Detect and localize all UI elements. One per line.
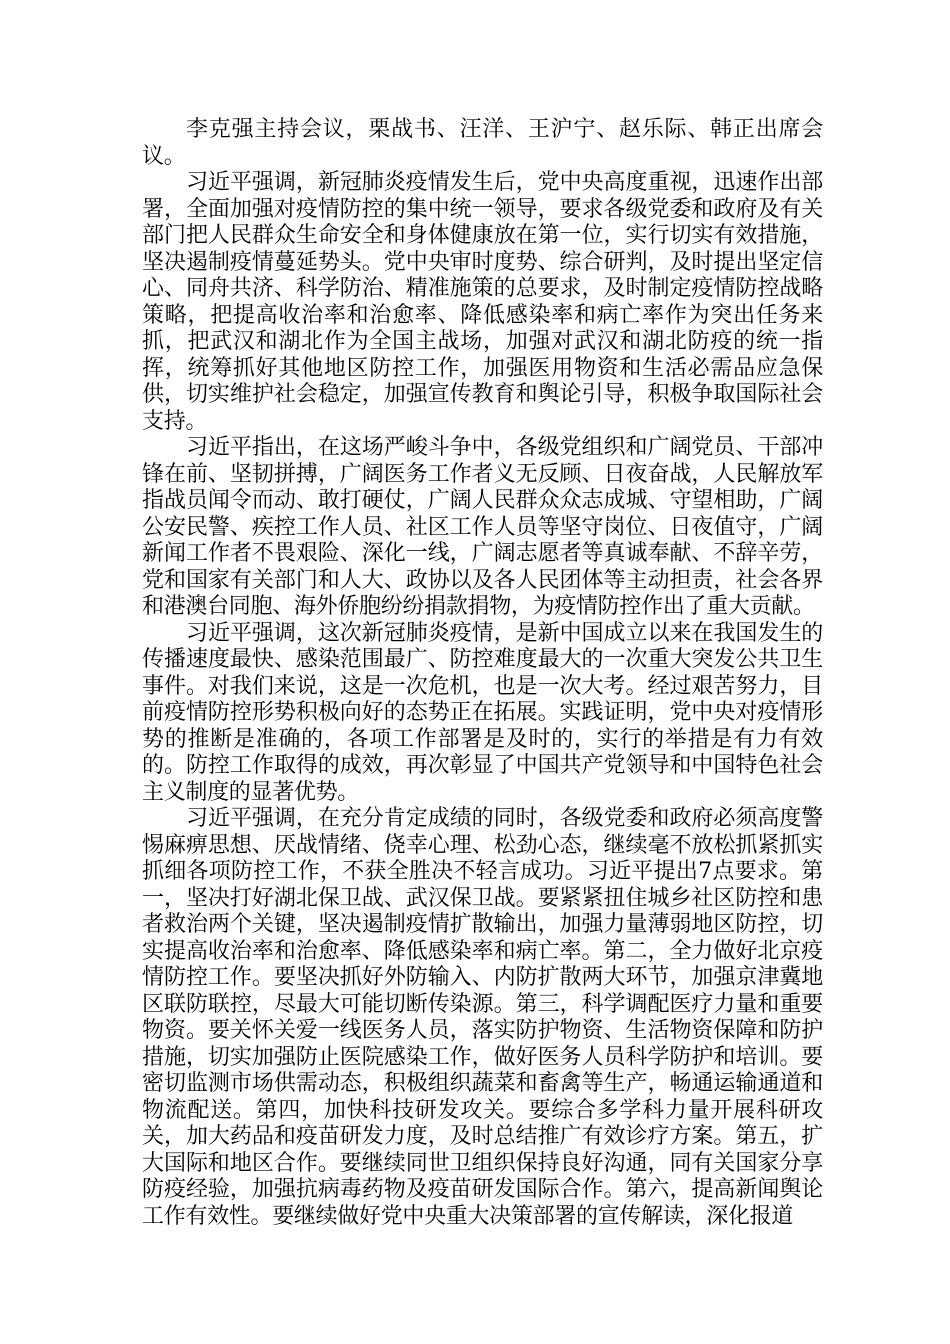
paragraph-attendance: 李克强主持会议，栗战书、汪洋、王沪宁、赵乐际、韩正出席会议。 <box>142 117 823 169</box>
paragraph-contributions: 习近平指出，在这场严峻斗争中，各级党组织和广阔党员、干部冲锋在前、坚韧拼搏，广阔医务工作者义无反顾、日夜奋战，人民解放军指战员闻令而动、敢打硬仗，广阔人民群众众志成城、守望相助，广阔公安民警、疾控工作人员、社区工作人员等坚守岗位、日夜值守，广阔新闻工作者不畏艰险、深化一线，广阔志愿者等真诚奉献、不辞辛劳，党和国家有关部门和人大、政协以及各人民团体等主动担责，社会各界和港澳台同胞、海外侨胞纷纷捐款捐物，为疫情防控作出了重大贡献。 <box>142 435 823 619</box>
paragraph-central-leadership: 习近平强调，新冠肺炎疫情发生后，党中央高度重视，迅速作出部署，全面加强对疫情防控的集中统一领导，要求各级党委和政府及有关部门把人民群众生命安全和身体健康放在第一位，实行切实有效措施，坚决遏制疫情蔓延势头。党中央审时度势、综合研判，及时提出坚定信心、同舟共济、科学防治、精准施策的总要求，及时制定疫情防控战略策略，把提高收治率和治愈率、降低感染率和病亡率作为突出任务来抓，把武汉和湖北作为全国主战场，加强对武汉和湖北防疫的统一指挥，统筹抓好其他地区防控工作，加强医用物资和生活必需品应急保供，切实维护社会稳定，加强宣传教育和舆论引导，积极争取国际社会支持。 <box>142 170 823 434</box>
paragraph-seven-requirements: 习近平强调，在充分肯定成绩的同时，各级党委和政府必须高度警惕麻痹思想、厌战情绪、侥幸心理、松劲心态，继续毫不放松抓紧抓实抓细各项防控工作，不获全胜决不轻言成功。习近平提出7点要求。第一，坚决打好湖北保卫战、武汉保卫战。要紧紧扭住城乡社区防控和患者救治两个关键，坚决遏制疫情扩散输出，加强力量薄弱地区防控，切实提高收治率和治愈率、降低感染率和病亡率。第二，全力做好北京疫情防控工作。要坚决抓好外防输入、内防扩散两大环节，加强京津冀地区联防联控，尽最大可能切断传染源。第三，科学调配医疗力量和重要物资。要关怀关爱一线医务人员，落实防护物资、生活物资保障和防护措施，切实加强防止医院感染工作，做好医务人员科学防护和培训。要密切监测市场供需动态，积极组织蔬菜和畜禽等生产，畅通运输通道和物流配送。第四，加快科技研发攻关。要综合多学科力量开展科研攻关，加大药品和疫苗研发力度，及时总结推广有效诊疗方案。第五，扩大国际和地区合作。要继续同世卫组织保持良好沟通，同有关国家分享防疫经验，加强抗病毒药物及疫苗研发国际合作。第六，提高新闻舆论工作有效性。要继续做好党中央重大决策部署的宣传解读，深化报道 <box>142 806 823 1229</box>
document-body <box>142 117 823 1230</box>
paragraph-epidemic-assessment: 习近平强调，这次新冠肺炎疫情，是新中国成立以来在我国发生的传播速度最快、感染范围最广、防控难度最大的一次重大突发公共卫生事件。对我们来说，这是一次危机，也是一次大考。经过艰苦努力，目前疫情防控形势积极向好的态势正在拓展。实践证明，党中央对疫情形势的推断是准确的，各项工作部署是及时的，实行的举措是有力有效的。防控工作取得的成效，再次彰显了中国共产党领导和中国特色社会主义制度的显著优势。 <box>142 620 823 805</box>
